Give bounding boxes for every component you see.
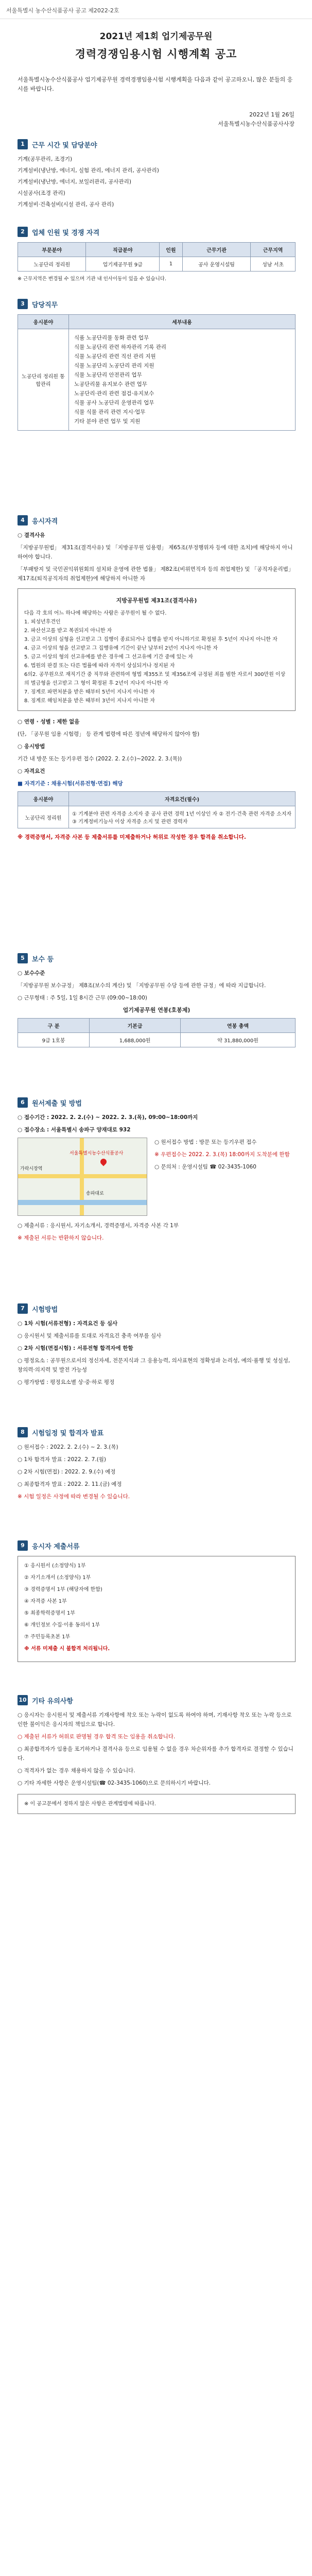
table-row [18,257,296,272]
paragraph: ⑥ 개인정보 수집·이용 동의서 1부 [24,1622,100,1628]
section-6 [18,1097,296,1246]
box-line: 6의2. 공무원으로 재직기간 중 직무와 관련하여 형법 제355조 및 제356조에 규정된 죄를 범한 자로서 300만원 이상의 벌금형을 선고받고 그 형이 확정된 후 2년이 지나지 아니한 자 [24,672,286,686]
section-title: 시험일정 및 합격자 발표 [32,1429,104,1437]
duty-item: 기타 분야 관련 업무 및 지원 [74,418,141,425]
paragraph: ○ 응시원서 및 제출서류를 토대로 자격요건 충족 여부를 심사 [18,1333,162,1339]
paragraph: ○ 2차 시험(면접) : 2022. 2. 9.(수) 예정 [18,1469,116,1475]
list-item: 시설공사(조경 관리) [18,190,65,196]
duty-item: 식물 식물 관리 관련 지시·업무 [74,409,146,415]
section-number: 9 [18,1540,28,1551]
paragraph: 「부패방지 및 국민권익위원회의 설치와 운영에 관한 법률」 제82조(비위면직자 등의 취업제한) 및 「공직자윤리법」 제17조(퇴직공직자의 취업제한)에 해당하지 아니한 자 [18,566,294,582]
sub-heading: ○ 자격요건 [18,768,45,774]
intro-paragraph: 서울특별시농수산식품공사 업기제공무원 경력경쟁임용시험 시행계획을 다음과 같이 공고하오니, 많은 분들의 응시를 바랍니다. [18,76,293,92]
page-title-line1: 2021년 제1회 업기제공무원 [99,31,213,42]
pay-table [18,1018,296,1047]
paragraph: ○ 2차 시험(면접시험) : 서류전형 합격자에 한함 [18,1345,133,1351]
box-line: 7. 징계로 파면처분을 받은 때부터 5년이 지나지 아니한 자 [24,689,155,695]
paragraph: (단, 「공무원 임용 시험령」 등 관계 법령에 따른 정년에 해당하지 않아야 함) [18,731,200,737]
duty-item: 식물 노공단리 안전관리 업무 [74,372,142,378]
table-header: 연봉 총액 [180,1019,295,1033]
list-item: 기계설비·건축설비(시설 관리, 공사 관리) [18,201,114,208]
org-line: 서울특별시농수산식품공사사장 [218,121,294,127]
table-row [18,329,296,431]
closing-note: ※ 이 공고문에서 정하지 않은 사항은 관계법령에 따릅니다. [18,1794,296,1814]
section-10 [18,1695,296,1814]
table-cell: 업기제공무원 9급 [86,257,160,272]
section-title: 근무 시간 및 담당분야 [32,141,97,149]
paragraph: ※ 서류 미제출 시 불합격 처리됩니다. [24,1646,110,1652]
sub-heading: ○ 결격사유 [18,532,45,538]
table-row [18,806,296,828]
box-line: 2. 파산선고를 받고 복권되지 아니한 자 [24,628,112,634]
recruit-table [18,242,296,272]
date-line: 2022년 1월 26일 [249,111,294,118]
section-title: 응시자 제출서류 [32,1543,80,1551]
section-number: 1 [18,139,28,149]
section-number: 10 [18,1695,28,1705]
table-cell: 노공단리 정리원 [18,257,86,272]
paragraph: ○ 평정요소 : 공무원으로서의 정신자세, 전문지식과 그 응용능력, 의사표현의 정확성과 논리성, 예의·품행 및 성실성, 창의력·의지력 및 발전 가능성 [18,1358,290,1373]
table-header: 세부내용 [69,315,296,329]
table-note: ※ 근무지역은 변경될 수 있으며 기관 내 인사이동이 있을 수 있습니다. [18,276,166,282]
date-block [218,110,294,129]
list-item: 기계설비(냉난방, 에너지, 실험 관리, 에너지 관리, 공사관리) [18,167,159,174]
section-number: 6 [18,1097,28,1108]
section-number: 8 [18,1427,28,1437]
paragraph: ① 응시원서 (소정양식) 1부 [24,1563,86,1569]
box-line: 1. 피성년후견인 [24,619,61,625]
table-cell: 노공단리 정리원 통합관리 [18,329,69,431]
duty-item: 노공단리물 유지보수 관련 업무 [74,381,147,387]
table-header: 응시분야 [18,315,69,329]
section-7 [18,1303,296,1390]
section-title: 업체 인원 및 경쟁 자격 [32,229,100,237]
paragraph: ○ 원서접수 : 2022. 2. 2.(수) ~ 2. 3.(목) [18,1444,118,1450]
map-label: 가락시장역 [20,1166,43,1172]
paragraph: ○ 원서접수 방법 : 방문 또는 등기우편 접수 [154,1139,257,1145]
paragraph: ※ 시험 일정은 사정에 따라 변경될 수 있습니다. [18,1494,130,1500]
table-header: 인원 [160,243,183,257]
notice-number: 서울특별시 농수산식품공사 공고 제2022-2호 [6,7,119,14]
warning-text: ※ 경력증명서, 자격증 사본 등 제출서류를 미제출하거나 허위로 작성한 경우 합격을 취소합니다. [18,834,246,840]
qualification-table [18,791,296,828]
paragraph: ○ 1차 시험(서류전형) : 자격요건 등 심사 [18,1320,118,1327]
paragraph: ○ 평가방법 : 평정요소별 상·중·하로 평정 [18,1379,115,1385]
section-title: 시험방법 [32,1306,58,1314]
section-title: 응시자격 [32,517,58,526]
table-header: 기본급 [90,1019,181,1033]
paragraph: 기간 내 방문 또는 등기우편 접수 (2022. 2. 2.(수)~2022. 2. 3.(목)) [18,756,182,762]
paragraph: ○ 접수기간 : 2022. 2. 2.(수) ~ 2022. 2. 3.(목), 09:00~18:00까지 [18,1114,198,1121]
page-header [0,29,312,61]
paragraph: 「지방공무원법」 제31조(결격사유) 및 「지방공무원 임용령」 제65조(부정행위자 등에 대한 조치)에 해당하지 아니하여야 합니다. [18,545,293,560]
section-1 [18,139,296,211]
sub-heading: ○ 응시방법 [18,743,45,750]
duty-item: 식물 노공단리 관련 직선 관리 지원 [74,353,156,360]
pay-table-title: 업기제공무원 연봉(호봉제) [123,1007,190,1013]
table-cell: 1,688,000원 [90,1033,181,1047]
paragraph: ○ 적격자가 없는 경우 채용하지 않을 수 있습니다. [18,1768,135,1774]
table-cell: 약 31,880,000원 [180,1033,295,1047]
section-title: 보수 등 [32,955,54,963]
section-9 [18,1540,296,1662]
paragraph: ※ 우편접수는 2022. 2. 3.(목) 18:00까지 도착분에 한함 [154,1151,290,1158]
location-pin-icon [99,1158,108,1166]
duty-item: 식물 노공단리 노공단리 관리 지원 [74,363,154,369]
paragraph: ○ 근무형태 : 주 5일, 1일 8시간 근무 (09:00~18:00) [18,995,147,1001]
section-2 [18,227,296,282]
section-number: 3 [18,299,28,309]
section-title: 담당직무 [32,301,58,309]
section-title: 원서제출 및 방법 [32,1099,82,1108]
table-cell: 노공단리 정리원 [18,806,69,828]
map-label: 송파대로 [86,1191,104,1196]
paragraph: ※ 제출된 서류는 반환하지 않습니다. [18,1235,104,1241]
sub-heading: ■ 자격기준 : 채용시험(서류전형·면접) 해당 [18,781,123,787]
sub-heading: ○ 연령 · 성별 : 제한 없음 [18,719,80,725]
paragraph: ○ 접수장소 : 서울특별시 송파구 양재대로 932 [18,1127,131,1133]
location-map [18,1138,147,1216]
section-8 [18,1427,296,1504]
paragraph: ○ 최종합격자 발표 : 2022. 2. 11.(금) 예정 [18,1481,122,1487]
table-cell: 성남 서초 [251,257,296,272]
section-title: 기타 유의사항 [32,1697,73,1705]
box-line: 다음 각 호의 어느 하나에 해당하는 사람은 공무원이 될 수 없다. [24,611,167,616]
paragraph: ⑤ 최종학력증명서 1부 [24,1611,75,1616]
list-item: 기계(공무관리, 조경기) [18,156,73,162]
paragraph: ○ 제출서류 : 응시원서, 자기소개서, 경력증명서, 자격증 사본 각 1부 [18,1223,179,1229]
box-line: 5. 금고 이상의 형의 선고유예를 받은 경우에 그 선고유예 기간 중에 있는 자 [24,654,193,660]
top-bar [0,0,312,19]
list-item: 기계설비(냉난방, 에너지, 보일러관리, 공사관리) [18,179,131,185]
table-header: 직급분야 [86,243,160,257]
paragraph: ④ 자격증 사본 1부 [24,1599,67,1604]
box-line: 6. 법원의 판결 또는 다른 법률에 따라 자격이 상실되거나 정지된 자 [24,663,175,669]
legal-box [18,588,296,711]
sub-heading: ○ 보수수준 [18,970,45,976]
paragraph: ③ 경력증명서 1부 (해당자에 한함) [24,1587,102,1592]
table-row [18,1033,296,1047]
paragraph: ○ 최종합격자가 임용을 포기하거나 결격사유 등으로 임용될 수 없을 경우 차순위자를 추가 합격자로 결정할 수 있습니다. [18,1746,293,1761]
section-number: 4 [18,515,28,526]
table-cell: 9급 1호봉 [18,1033,90,1047]
duty-table [18,314,296,431]
table-header: 구 분 [18,1019,90,1033]
paragraph: ○ 1차 합격자 발표 : 2022. 2. 7.(월) [18,1456,107,1463]
table-header: 자격요건(필수) [69,792,296,806]
table-header: 근무기관 [182,243,250,257]
section-4 [18,515,296,842]
paragraph: ○ 응시자는 응시원서 및 제출서류 기재사항에 착오 또는 누락이 없도록 하여야 하며, 기재사항 착오 또는 누락 등으로 인한 불이익은 응시자의 책임으로 합니다. [18,1712,292,1727]
page-title-line2: 경력경쟁임용시험 시행계획 공고 [75,48,237,60]
duty-item: 식물 공사 노공단리 운영관리 업무 [74,400,154,406]
duty-item: 식품 노공단리물 동화 관련 업무 [74,335,149,341]
table-header: 근무지역 [251,243,296,257]
duty-item: 노공단리·관리 관련 점검·유지보수 [74,391,154,397]
section-5 [18,953,296,1047]
table-cell: ① 기계분야 관련 자격증 소지자 중 공사 관련 경력 1년 이상인 자 ② 전기·건축 관련 자격증 소지자 ③ 기계정비기능사 이상 자격증 소지 및 관련 경력자 [69,806,296,828]
section-number: 7 [18,1303,28,1314]
box-line: 4. 금고 이상의 형을 선고받고 그 집행유예 기간이 끝난 날부터 2년이 지나지 아니한 자 [24,646,218,651]
duty-item: 식물 노공단리 관련 하자관리 기록 관리 [74,344,166,350]
paragraph: 「지방공무원 보수규정」 제8조(보수의 계산) 및 「지방공무원 수당 등에 관한 규정」에 따라 지급합니다. [18,982,266,989]
table-cell: 공사 운영시설팀 [182,257,250,272]
paragraph: ② 자기소개서 (소정양식) 1부 [24,1575,91,1581]
box-line: 3. 금고 이상의 실형을 선고받고 그 집행이 종료되거나 집행을 받지 아니하기로 확정된 후 5년이 지나지 아니한 자 [24,637,278,642]
paragraph: ○ 제출된 서류가 허위로 판명될 경우 합격 또는 임용을 취소합니다. [18,1734,176,1740]
box-title: 지방공무원법 제31조(결격사유) [116,597,197,604]
section-number: 5 [18,953,28,963]
paragraph: ⑦ 주민등록초본 1부 [24,1634,71,1640]
box-line: 8. 징계로 해임처분을 받은 때부터 3년이 지나지 아니한 자 [24,698,155,704]
section-number: 2 [18,227,28,237]
map-label: 서울특별시농수산식품공사 [70,1151,124,1156]
table-cell: 1 [160,257,183,272]
paragraph: ○ 문의처 : 운영시설팀 ☎ 02-3435-1060 [154,1164,256,1170]
paragraph: ○ 기타 자세한 사항은 운영시설팀(☎ 02-3435-1060)으로 문의하시기 바랍니다. [18,1780,211,1786]
table-header: 부문분야 [18,243,86,257]
section-3 [18,299,296,431]
table-header: 응시분야 [18,792,69,806]
